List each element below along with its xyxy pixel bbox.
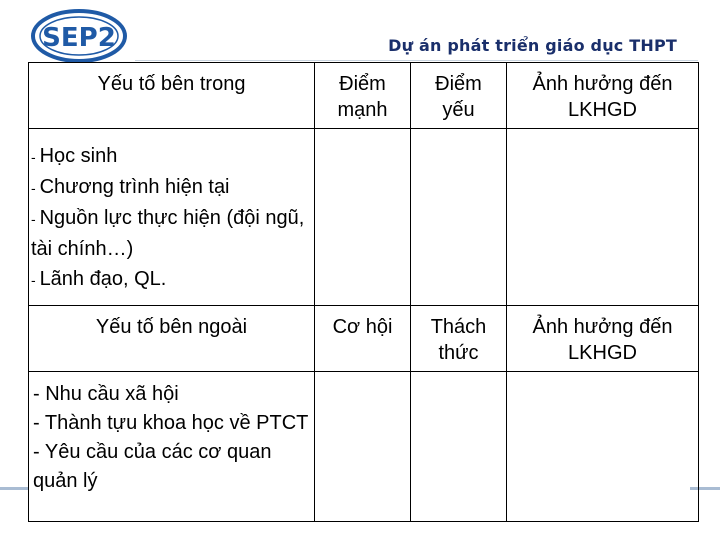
internal-factors-list xyxy=(29,129,315,306)
list-item: - Học sinh xyxy=(31,145,118,167)
list-item: - Yêu cầu của các cơ quan quản lý xyxy=(33,441,272,492)
external-header-row xyxy=(29,306,699,372)
strengths-header: Điểm mạnh xyxy=(315,63,411,129)
impact-header-internal: Ảnh hưởng đến LKHGD xyxy=(507,63,699,129)
impact-header-external: Ảnh hưởng đến LKHGD xyxy=(507,306,699,372)
logo-text: SEP2 xyxy=(42,23,116,53)
analysis-table xyxy=(28,62,699,522)
internal-factors-header: Yếu tố bên trong xyxy=(29,63,315,129)
internal-header-row xyxy=(29,63,699,129)
internal-items-row xyxy=(29,129,699,306)
strengths-cell xyxy=(315,129,411,306)
list-item: - Thành tựu khoa học về PTCT xyxy=(33,412,309,434)
threats-header: Thách thức xyxy=(411,306,507,372)
opportunities-cell xyxy=(315,372,411,522)
weaknesses-header: Điểm yếu xyxy=(411,63,507,129)
impact-cell-internal xyxy=(507,129,699,306)
weaknesses-cell xyxy=(411,129,507,306)
list-item: - Nguồn lực thực hiện (đội ngũ, tài chính…) xyxy=(31,207,305,260)
sep2-logo xyxy=(30,8,128,64)
list-item: - Nhu cầu xã hội xyxy=(33,383,179,405)
list-item: - Lãnh đạo, QL. xyxy=(31,268,167,290)
external-items-row xyxy=(29,372,699,522)
project-title: Dự án phát triển giáo dục THPT xyxy=(388,36,677,55)
header-divider xyxy=(135,60,698,61)
list-item: - Chương trình hiện tại xyxy=(31,176,230,198)
external-factors-header: Yếu tố bên ngoài xyxy=(29,306,315,372)
impact-cell-external xyxy=(507,372,699,522)
threats-cell xyxy=(411,372,507,522)
external-factors-list xyxy=(29,372,315,522)
footer-accent-left xyxy=(0,487,28,490)
opportunities-header: Cơ hội xyxy=(315,306,411,372)
